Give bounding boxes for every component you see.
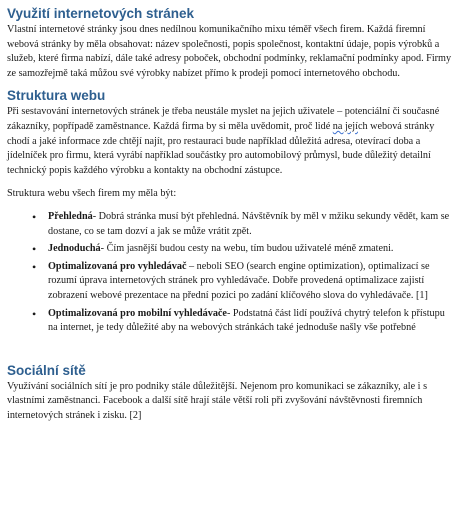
spellcheck-marked-word: na její [332,120,358,132]
list-item [35,260,454,304]
list-item-title: Optimalizovaná pro vyhledávač [48,260,187,272]
section-heading-struktura: Struktura webu [7,88,106,104]
paragraph-struktura-part1: Při sestavování internetových stránek je třeba neustále myslet na jejich uživatele – potenciální či současné zákazníky, popřípadě zaměstnance. Každá firma by si měla uvědomit, proč lidé [7,106,440,132]
list-item-text: - Dobrá stránka musí být přehledná. Návštěvník by měl v mžiku sekundy vědět, kam se dostane, co se tam dozví a jak se může vrátit zpět. [48,210,450,237]
list-item [35,210,454,239]
list-item [35,307,454,336]
list-item-text: - Čím jasnější budou cesty na webu, tím budou uživatelé méně zmateni. [100,243,394,255]
list-item-text: – neboli SEO (search engine optimization), optimalizací se rozumí úprava internetových stránek pro vyhledávače. Dobře provedená optimalizace zajistí zobrazení webové prezentace na přední pozici po zadání klíčového slova do vyhledávače. [1] [48,260,430,301]
list-item-text: - Podstatná část lidí používá chytrý telefon k přístupu na internet, je tedy důležité aby na webových stránkách také jednoduše našly vše potřebné [48,307,445,334]
section-heading-vyuziti: Využití internetových stránek [7,6,195,21]
paragraph-vyuziti: Vlastní internetové stránky jsou dnes nedílnou komunikačního mixu téměř všech firem. Každá firemní webová stránky by měla obsahovat: název společnosti, popis společnost, kontaktní údaje, popis výrobků a služeb, které firma nabízí, dále také adresy poboček, obchodní podmínky, reklamační podmínky apod. Firmy ze samozřejmě taká můžou své výrobky nabízet přímo k prodeji pomocí internetového obchodu. [7,24,452,79]
paragraph-socialni-site: Využívání sociálních sítí je pro podniky stále důležitější. Nejenom pro komunikaci se zákazníky, ale i s vlastními zaměstnanci. Facebook a další sítě hrají stále větší roli při zvyšování návštěvnosti firemních internetových stránek i zisku. [2] [7,380,428,421]
list-item-title: Optimalizovaná pro mobilní vyhledávače [48,307,227,319]
paragraph-struktura [7,105,454,178]
paragraph-struktura-part2: ch webová stránky chodí a jaké informace zde chtějí najít, pro restauraci bude například důležitá adresa, otevírací doba a jídelníček pro firmu, která vyrábí například součástky pro automobilový průmysl, bude důležitý detailní technický popis každého výrobku a kontakty na obchodní zástupce. [7,120,435,176]
list-item-title: Jednoduchá [48,243,101,255]
section-heading-socialni-site: Sociální sítě [7,362,86,378]
list-item-title: Přehledná [48,210,93,222]
structure-list [7,210,454,336]
list-item [35,242,454,257]
list-intro: Struktura webu všech firem my měla být: [7,188,177,200]
